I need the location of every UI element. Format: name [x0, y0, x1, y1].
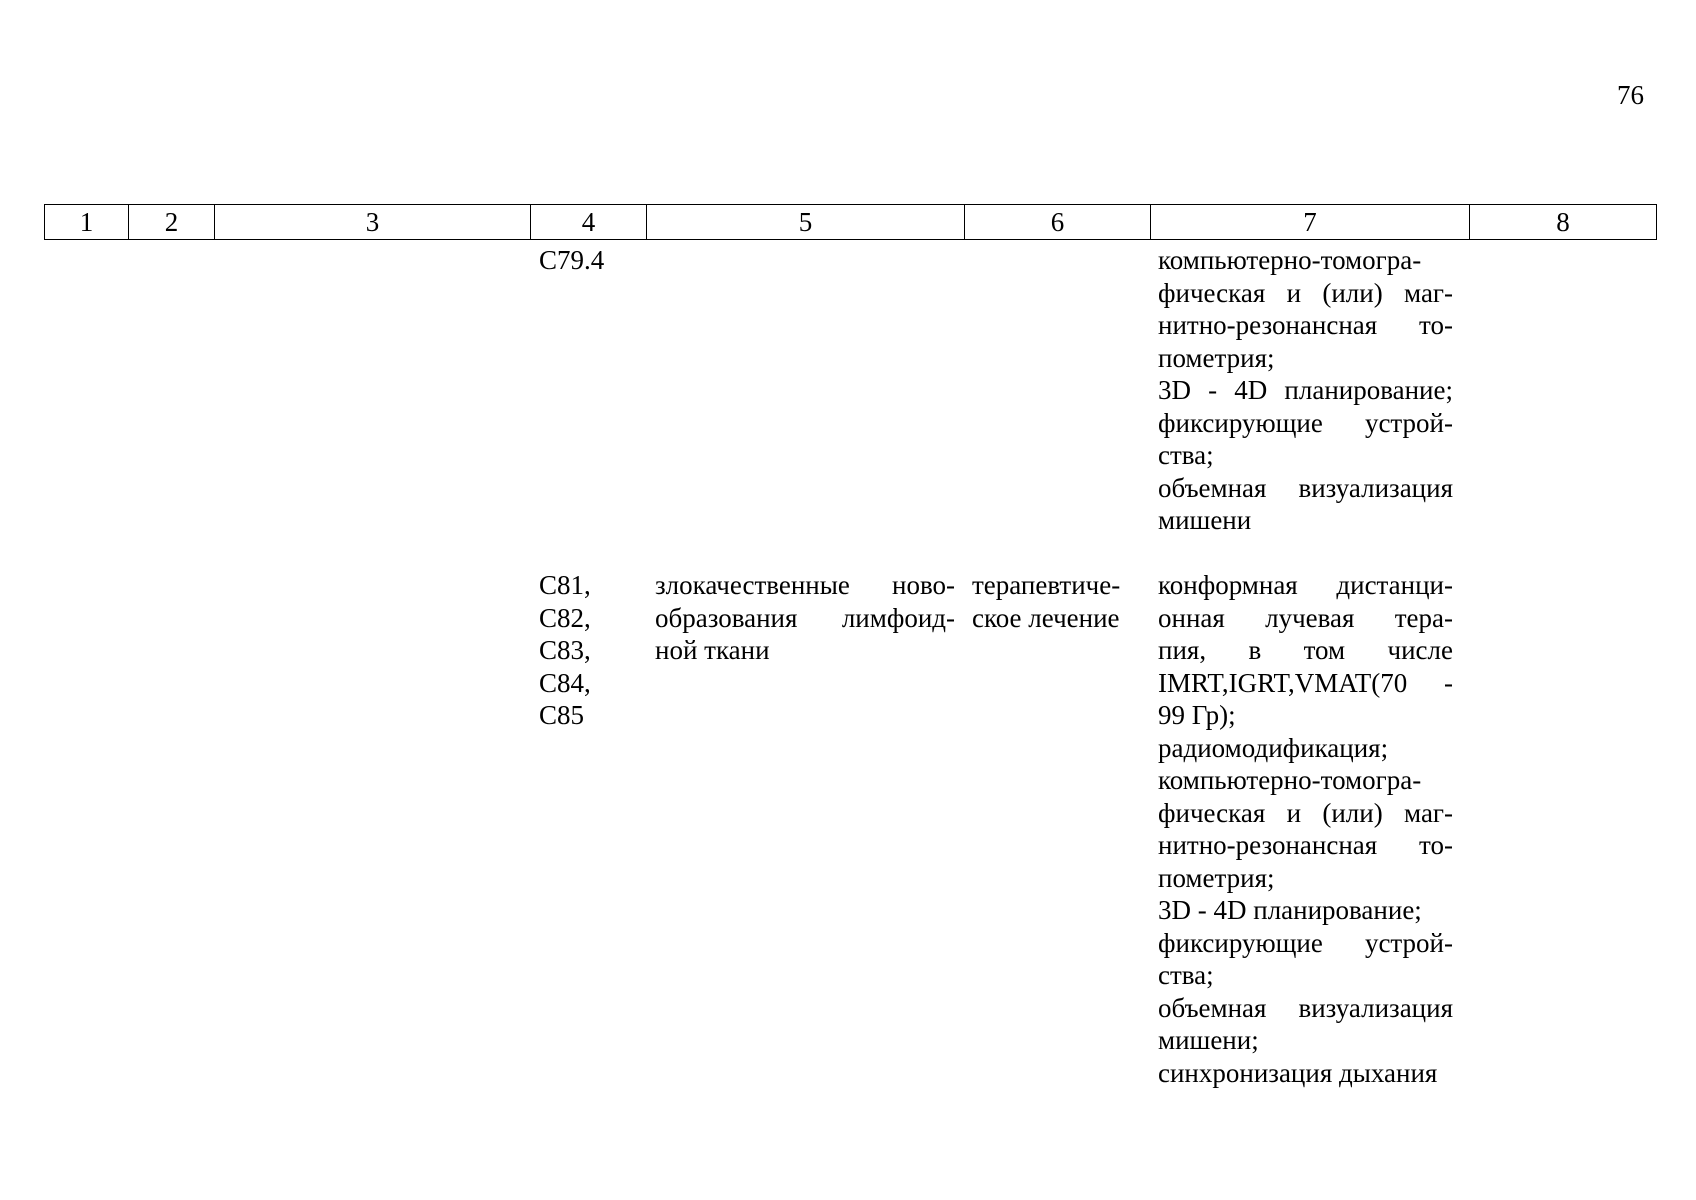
method-line: объемная визуализация: [1158, 472, 1453, 503]
method-line: 3D - 4D планирование;: [1158, 375, 1453, 405]
method-line: фическая и (или) маг-: [1158, 797, 1453, 828]
method-line: IMRT,IGRT,VMAT(70 -: [1158, 667, 1453, 698]
method-line: конформная дистанци-: [1158, 570, 1453, 600]
header-col-4: 4: [531, 205, 647, 240]
code-line: C82,: [539, 602, 591, 633]
code-line: C85: [539, 700, 585, 730]
row-2-method: [1158, 569, 1453, 1089]
diagnosis-line: образования лимфоид-: [655, 602, 955, 633]
method-line: пометрия;: [1158, 342, 1275, 373]
code-line: C79.4: [539, 245, 605, 275]
method-line: фическая и (или) маг-: [1158, 277, 1453, 308]
method-line: синхронизация дыхания: [1158, 1057, 1438, 1088]
method-line: нитно-резонансная то-: [1158, 830, 1453, 860]
method-line: фиксирующие устрой-: [1158, 407, 1453, 438]
method-line: нитно-резонансная то-: [1158, 310, 1453, 340]
method-line: ства;: [1158, 440, 1214, 470]
row-2-codes: [539, 569, 639, 732]
header-col-8: 8: [1470, 205, 1657, 240]
method-line: объемная визуализация: [1158, 992, 1453, 1023]
method-line: мишени: [1158, 505, 1252, 535]
row-1-method: [1158, 244, 1453, 537]
method-line: онная лучевая тера-: [1158, 602, 1453, 633]
method-line: компьютерно-томогра-: [1158, 245, 1422, 275]
method-line: ства;: [1158, 960, 1214, 990]
treatment-line: ское лечение: [972, 602, 1120, 633]
method-line: 99 Гр);: [1158, 700, 1236, 730]
method-line: пометрия;: [1158, 862, 1275, 893]
code-line: C84,: [539, 667, 591, 698]
header-col-6: 6: [965, 205, 1151, 240]
diagnosis-line: ной ткани: [655, 635, 770, 665]
header-col-3: 3: [215, 205, 531, 240]
diagnosis-line: злокачественные ново-: [655, 570, 955, 600]
header-col-1: 1: [45, 205, 129, 240]
method-line: мишени;: [1158, 1025, 1259, 1055]
header-col-5: 5: [647, 205, 965, 240]
code-line: C81,: [539, 570, 591, 600]
row-2-diagnosis: [655, 569, 955, 667]
method-line: 3D - 4D планирование;: [1158, 895, 1422, 925]
header-col-2: 2: [129, 205, 215, 240]
page-number: 76: [1617, 80, 1644, 110]
code-line: C83,: [539, 635, 591, 665]
row-2-treatment: [972, 569, 1132, 634]
header-col-7: 7: [1151, 205, 1470, 240]
method-line: компьютерно-томогра-: [1158, 765, 1422, 795]
method-line: фиксирующие устрой-: [1158, 927, 1453, 958]
treatment-line: терапевтиче-: [972, 570, 1121, 600]
column-number-header: [44, 204, 1657, 240]
row-1-codes: [539, 244, 639, 277]
method-line: радиомодификация;: [1158, 732, 1389, 763]
method-line: пия, в том числе: [1158, 635, 1453, 665]
